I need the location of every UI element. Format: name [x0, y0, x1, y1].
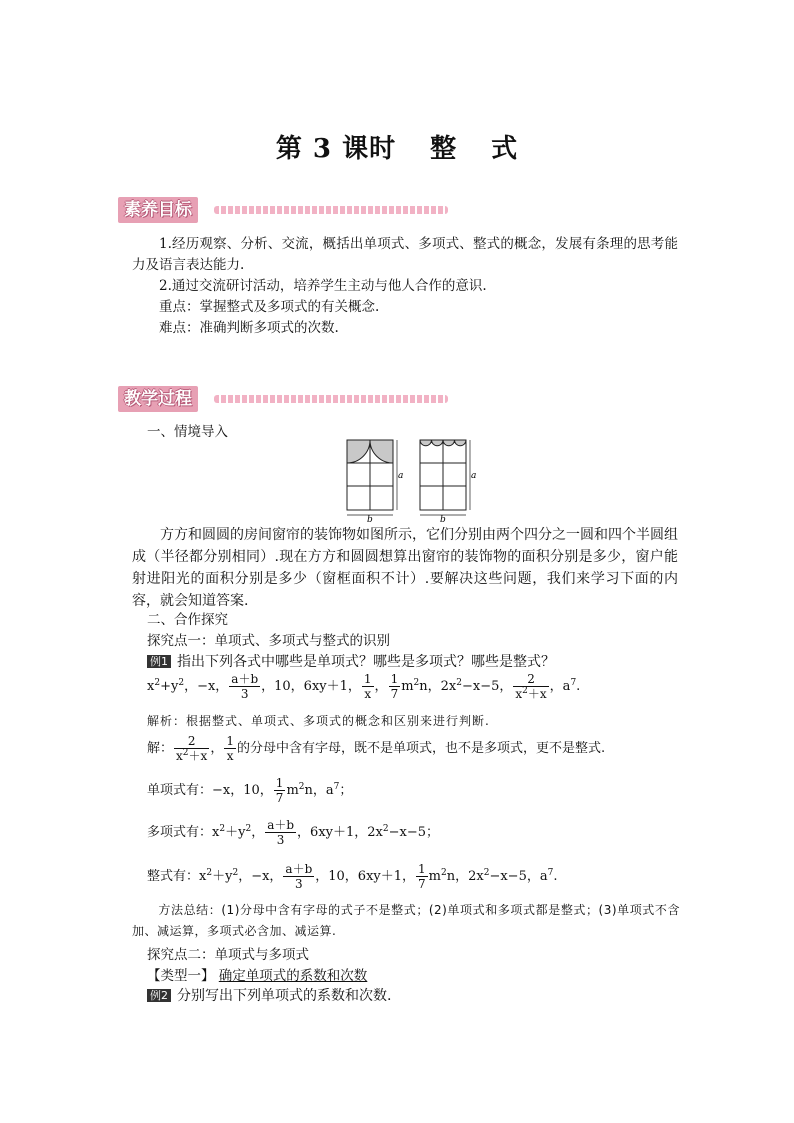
banner-dots [214, 395, 448, 403]
example-2-text: 分别写出下列单项式的系数和次数. [177, 988, 392, 1004]
type-1-bracket: 【类型一】 [147, 968, 215, 984]
window-right [420, 440, 470, 515]
example-2-tag: 例2 [147, 989, 171, 1002]
intro-paragraph: 方方和圆圆的房间窗帘的装饰物如图所示，它们分别由两个四分之一圆和四个半圆组成（半径都分别相同）.现在方方和圆圆想算出窗帘的装饰物的面积分别是多少，窗户能射进阳光的面积分别是多少（窗框面积不计）.要解决这些问题，我们来学习下面的内容，就会知道答案. [132, 527, 678, 609]
monomial-label: 单项式有： [147, 783, 213, 798]
goal-difficulty: 难点：准确判断多项式的次数. [159, 320, 339, 336]
title-char1: 整 [430, 134, 458, 164]
goal-key: 重点：掌握整式及多项式的有关概念. [159, 299, 380, 315]
banner-dots [214, 206, 448, 214]
label-a-left: a [398, 471, 404, 481]
window-figure [342, 436, 482, 522]
solution-prefix: 解： [147, 741, 174, 756]
integral-expression-label: 整式有： [147, 869, 200, 884]
polynomial-list: 多项式有：$x^2+y^2$， $\frac{a+b}{3}$ ，6xy＋1，$2x^2-x-5$； [147, 818, 439, 847]
example-1-tag: 例1 [147, 655, 171, 668]
label-b-right: b [440, 515, 446, 522]
window-left [347, 440, 397, 515]
process-banner [118, 386, 448, 412]
section-intro-heading: 一、情境导入 [147, 424, 228, 440]
point-1-heading: 探究点一：单项式、多项式与整式的识别 [147, 633, 390, 649]
page-title [0, 128, 794, 165]
title-char2: 式 [491, 134, 519, 164]
goals-banner-label: 素养目标 [118, 197, 198, 223]
integral-expression-list: 整式有：$x^2+y^2$，−x， $\frac{a+b}{3}$ ，10，6xy＋1， $\frac{1}{7}$ $m^2n$，$2x^2-x-5$，$a^7$. [147, 862, 558, 891]
type-1-text: 确定单项式的系数和次数 [218, 968, 368, 984]
monomial-list: 单项式有：−x，10， $\frac{1}{7}$ $m^2n$，$a^7$； [147, 776, 353, 805]
goal-2: 2.通过交流研讨活动，培养学生主动与他人合作的意识. [159, 278, 487, 294]
label-b-left: b [367, 515, 373, 522]
method-summary: 方法总结：(1)分母中含有字母的式子不是整式；(2)单项式和多项式都是整式；(3)单项式不含加、减运算，多项式必含加、减运算. [132, 903, 680, 938]
goals-banner [118, 197, 448, 223]
title-lesson: 第 3 课时 [275, 134, 397, 164]
solution-text: 的分母中含有字母，既不是单项式，也不是多项式，更不是整式. [236, 741, 606, 756]
expression-list: $x^2+y^2$，−x， $\frac{a+b}{3}$ ，10，6xy＋1， $\frac{1}{x}$ ， $\frac{1}{7}$ $m^2n$，$2x^2-x-5$， $\frac{2}{x^2+x}$ ，$a^7$. [147, 672, 581, 701]
polynomial-label: 多项式有： [147, 825, 213, 840]
example-1-text: 指出下列各式中哪些是单项式？哪些是多项式？哪些是整式？ [177, 654, 555, 670]
example-2 [147, 986, 391, 1007]
example-1 [147, 652, 555, 673]
section-explore-heading: 二、合作探究 [147, 612, 228, 628]
process-banner-label: 教学过程 [118, 386, 198, 412]
label-a-right: a [471, 471, 477, 481]
goal-1: 1.经历观察、分析、交流，概括出单项式、多项式、整式的概念，发展有条理的思考能力及语言表达能力. [132, 236, 678, 273]
solution: 解： $\frac{2}{x^2+x}$ ， $\frac{1}{x}$ 的分母中含有字母，既不是单项式，也不是多项式，更不是整式. [147, 734, 606, 763]
type-1-heading [147, 966, 367, 987]
analysis: 解析：根据整式、单项式、多项式的概念和区别来进行判断. [147, 714, 490, 728]
point-2-heading: 探究点二：单项式与多项式 [147, 947, 309, 963]
